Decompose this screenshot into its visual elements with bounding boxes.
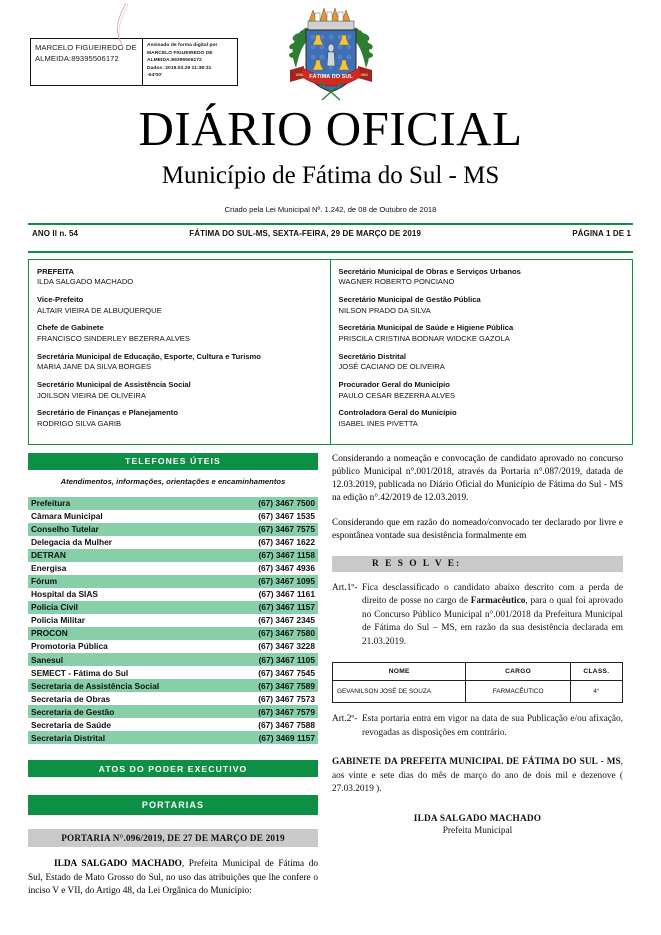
telefone-row xyxy=(28,523,318,536)
official-name: WAGNER ROBERTO PONCIANO xyxy=(338,277,455,287)
telefone-entity: Fórum xyxy=(28,575,226,588)
official-name: MARIA JANE DA SILVA BORGES xyxy=(37,362,152,372)
artigo-2 xyxy=(332,713,623,740)
telefone-number: (67) 3467 7588 xyxy=(258,719,315,730)
officials-column-right xyxy=(331,260,633,444)
telefone-entity: Policia Civil xyxy=(28,601,226,614)
telefone-number: (67) 3467 1161 xyxy=(258,589,315,600)
telefone-number: (67) 3467 7579 xyxy=(226,705,318,718)
cell-class: 4° xyxy=(570,681,622,703)
considerando-1 xyxy=(332,453,623,506)
telefone-number: (67) 3467 1105 xyxy=(226,653,318,666)
closing-paragraph xyxy=(332,756,623,796)
signature-details xyxy=(143,39,237,85)
telefone-number: (67) 3467 7575 xyxy=(226,523,318,536)
telefone-number: (67) 3467 7580 xyxy=(226,627,318,640)
official-role: Secretário Municipal de Obras e Serviços Urbanos xyxy=(338,266,521,276)
atos-poder-executivo-banner: ATOS DO PODER EXECUTIVO xyxy=(28,760,318,777)
left-column xyxy=(28,453,318,898)
telefone-entity: Secretaria de Saúde xyxy=(31,719,112,730)
artigo-1-part2: , para o qual foi aprovado no Concurso Público Municipal n°.001/2018 da Prefeitura Municipal de Fátima do Sul – MS, em razão da sua desistência declarada em 21.03.2019. xyxy=(362,596,624,647)
cell-nome: GEVANILSON JOSÉ DE SOUZA xyxy=(333,681,466,703)
telefone-number: (67) 3467 7573 xyxy=(258,693,315,704)
telefone-row xyxy=(28,601,318,614)
telefone-row xyxy=(28,640,318,653)
telefone-number: (67) 3467 3228 xyxy=(258,641,315,652)
telefone-row xyxy=(28,575,318,588)
official-role: Procurador Geral do Município xyxy=(338,380,450,390)
issue-place-date: FÁTIMA DO SUL-MS, SEXTA-FEIRA, 29 DE MARÇO DE 2019 xyxy=(189,229,421,239)
artigo-1-part1: Fica desclassificado o candidato abaixo descrito com a perda de direito de posse no cargo de xyxy=(362,582,623,607)
official-name: NILSON PRADO DA SILVA xyxy=(338,305,431,315)
official-entry xyxy=(339,323,625,343)
telefones-subtitle: Atendimentos, informações, orientações e encaminhamentos xyxy=(60,476,286,486)
closing-rest: , aos vinte e sete dias do mês de março do ano de dois mil e dezenove ( 27.03.2019 ). xyxy=(332,757,623,795)
telefone-row xyxy=(28,497,318,510)
portaria-title: PORTARIA N°.096/2019, DE 27 DE MARÇO DE 2019 xyxy=(28,829,318,847)
official-entry xyxy=(37,408,322,428)
telefone-number: (67) 3467 1535 xyxy=(258,511,315,522)
telefone-entity: PROCON xyxy=(28,627,226,640)
telefone-row xyxy=(28,562,318,575)
signature-detail-line-3: ALMEIDA:89395506172 xyxy=(147,58,202,64)
masthead-subtitle: Município de Fátima do Sul - MS xyxy=(161,162,500,189)
artigo-2-label: Art.2º- xyxy=(332,714,358,725)
page-title: DIÁRIO OFICIAL xyxy=(138,101,523,156)
telefone-entity: Secretaria Distrital xyxy=(28,731,226,744)
official-name: PAULO CESAR BEZERRA ALVES xyxy=(338,390,456,400)
column-header-class: CLASS. xyxy=(570,663,622,681)
closing-bold: GABINETE DA PREFEITA MUNICIPAL DE FÁTIMA DO SUL - MS xyxy=(332,757,621,768)
portaria-intro-rest: , Prefeita Municipal de Fátima do Sul, Estado de Mato Grosso do Sul, no uso das atribuições que lhe confere o inciso V e VII, do Artigo 48, da Lei Orgânica do Município: xyxy=(28,859,318,896)
digital-signature-box xyxy=(30,38,238,86)
artigo-1 xyxy=(332,582,623,649)
telefone-entity: Secretaria de Obras xyxy=(31,693,111,704)
telefone-number: (67) 3467 1158 xyxy=(226,549,318,562)
official-role: Secretária Municipal de Educação, Esporte, Cultura e Turismo xyxy=(37,351,261,361)
signatory-name: ILDA SALGADO MACHADO xyxy=(413,813,542,824)
telefone-row xyxy=(28,705,318,718)
table-row xyxy=(333,681,623,703)
telefone-entity: Policia Militar xyxy=(31,615,85,626)
official-entry xyxy=(339,380,625,400)
telefone-entity: Prefeitura xyxy=(28,497,226,510)
official-entry xyxy=(37,295,322,315)
portarias-banner: PORTARIAS xyxy=(28,795,318,815)
official-name: JOSÉ CACIANO DE OLIVEIRA xyxy=(338,362,445,372)
artigo-1-label: Art.1º- xyxy=(332,582,358,593)
content-columns xyxy=(28,453,633,898)
official-role: Chefe de Gabinete xyxy=(37,323,104,333)
official-role: Secretária Municipal de Saúde e Higiene Pública xyxy=(338,323,514,333)
official-entry xyxy=(339,267,625,287)
telefone-number: (67) 3467 1095 xyxy=(226,575,318,588)
telefone-number: (67) 3467 7589 xyxy=(226,679,318,692)
column-header-nome: NOME xyxy=(333,663,466,681)
candidate-table xyxy=(332,662,623,703)
telefone-entity: Secretaria de Assistência Social xyxy=(28,679,226,692)
signatory-role: Prefeita Municipal xyxy=(442,825,513,836)
masthead-law-note: Criado pela Lei Municipal Nº. 1.242, de 08 de Outubro de 2018 xyxy=(224,205,437,215)
coat-of-arms-icon xyxy=(282,4,380,104)
table-header-row xyxy=(333,663,623,681)
official-role: Secretário Municipal de Gestão Pública xyxy=(338,295,481,305)
signature-detail-line-2: MARCELO FIGUEIREDO DE xyxy=(147,50,213,56)
official-role: Controladora Geral do Município xyxy=(338,408,457,418)
column-header-cargo: CARGO xyxy=(466,663,570,681)
official-entry xyxy=(339,295,625,315)
telefone-number: (67) 3467 4936 xyxy=(258,563,315,574)
telefone-row xyxy=(28,614,318,627)
telefones-table xyxy=(28,497,318,745)
telefone-entity: SEMECT - Fátima do Sul xyxy=(31,667,129,678)
coat-of-arms-left-date: 1958 xyxy=(294,73,303,77)
telefone-entity: Energisa xyxy=(31,563,67,574)
telefone-number: (67) 3467 2345 xyxy=(258,615,315,626)
signature-detail-line-1: Assinado de forma digital por xyxy=(147,43,218,48)
official-entry xyxy=(339,352,625,372)
official-name: ILDA SALGADO MACHADO xyxy=(37,277,134,287)
telefone-row xyxy=(28,679,318,692)
signature-block xyxy=(332,814,623,836)
official-entry xyxy=(37,352,322,372)
right-column xyxy=(332,453,623,898)
considerando-2-text: Considerando que em razão do nomeado/convocado ter declarado por livre e espontânea vontade sua desistência formalmente em xyxy=(332,517,623,541)
telefone-row xyxy=(28,549,318,562)
telefone-row xyxy=(28,653,318,666)
header-rule-bottom xyxy=(28,251,633,253)
official-role: Secretário de Finanças e Planejamento xyxy=(37,408,178,418)
telefone-number: (67) 3467 1622 xyxy=(258,537,315,548)
signature-detail-line-4: Dados: 2019.03.29 11:38:31 xyxy=(147,65,212,71)
telefone-entity: Câmara Municipal xyxy=(31,511,103,522)
portaria-intro-paragraph xyxy=(28,858,318,898)
official-entry xyxy=(339,408,625,428)
artigo-1-cargo: Farmacêutico xyxy=(470,596,526,607)
issue-bar xyxy=(28,225,633,242)
portaria-intro-bold: ILDA SALGADO MACHADO xyxy=(54,859,182,870)
telefone-number: (67) 3469 1157 xyxy=(226,731,318,744)
official-entry xyxy=(37,380,322,400)
artigo-1-text xyxy=(362,582,623,649)
telefone-entity: DETRAN xyxy=(28,549,226,562)
telefone-row xyxy=(28,731,318,744)
resolve-label: R E S O L V E: xyxy=(332,556,623,572)
considerando-2 xyxy=(332,517,623,543)
telefone-entity: Promotoria Pública xyxy=(31,641,108,652)
official-entry xyxy=(37,267,322,287)
official-name: ISABEL INES PIVETTA xyxy=(338,418,418,428)
telefone-entity: Conselho Tutelar xyxy=(28,523,226,536)
telefone-row xyxy=(28,718,318,731)
official-name: PRISCILA CRISTINA BODNAR WIDCKE GAZOLA xyxy=(338,333,510,343)
telefone-row xyxy=(28,666,318,679)
considerando-1-text: Considerando a nomeação e convocação de candidato aprovado no concurso público Municipal n°.001/2018, através da Portaria n°.087/2019, datada de 12.03.2019, publicada no Diário Oficial do Município de Fátima do Sul - MS na edição n°.42/2019 de 12.03.2019. xyxy=(332,453,623,504)
telefone-entity: Hospital da SIAS xyxy=(31,589,99,600)
officials-column-left xyxy=(29,260,331,444)
official-name: RODRIGO SILVA GARIB xyxy=(37,418,122,428)
coat-of-arms-motto: FÁTIMA DO SUL xyxy=(308,74,353,80)
issue-year: ANO II n. 54 xyxy=(32,229,79,239)
telefone-entity: Delegacia da Mulher xyxy=(31,537,112,548)
telefone-number: (67) 3467 1157 xyxy=(226,601,318,614)
officials-box xyxy=(28,259,633,445)
official-role: Secretário Municipal de Assistência Social xyxy=(37,380,191,390)
issue-page: PÁGINA 1 DE 1 xyxy=(572,229,631,239)
signature-signer-name: MARCELO FIGUEIREDO DE ALMEIDA:89395506172 xyxy=(31,39,143,85)
official-role: Secretário Distrital xyxy=(338,351,407,361)
official-name: JOILSON VIEIRA DE OLIVEIRA xyxy=(37,390,146,400)
telefone-row xyxy=(28,588,318,601)
telefone-row xyxy=(28,510,318,523)
official-role: Vice-Prefeito xyxy=(37,295,84,305)
official-name: ALTAIR VIEIRA DE ALBUQUERQUE xyxy=(37,305,162,315)
telefone-row xyxy=(28,627,318,640)
artigo-2-text: Esta portaria entra em vigor na data de sua Publicação e/ou afixação, revogadas as disposições em contrário. xyxy=(362,714,623,738)
official-role: PREFEITA xyxy=(37,266,74,276)
telefone-number: (67) 3467 7545 xyxy=(258,667,315,678)
official-entry xyxy=(37,323,322,343)
telefone-number: (67) 3467 7500 xyxy=(226,497,318,510)
telefone-row xyxy=(28,692,318,705)
telefone-entity: Secretaria de Gestão xyxy=(28,705,226,718)
telefone-row xyxy=(28,536,318,549)
telefones-banner: TELEFONES ÚTEIS xyxy=(28,453,318,470)
cell-cargo: FARMACÊUTICO xyxy=(466,681,570,703)
coat-of-arms-right-date: 1963 xyxy=(359,73,368,77)
signature-detail-line-5: -04'00' xyxy=(147,73,163,79)
telefone-entity: Sanesul xyxy=(28,653,226,666)
official-name: FRANCISCO SINDERLEY BEZERRA ALVES xyxy=(37,333,190,343)
